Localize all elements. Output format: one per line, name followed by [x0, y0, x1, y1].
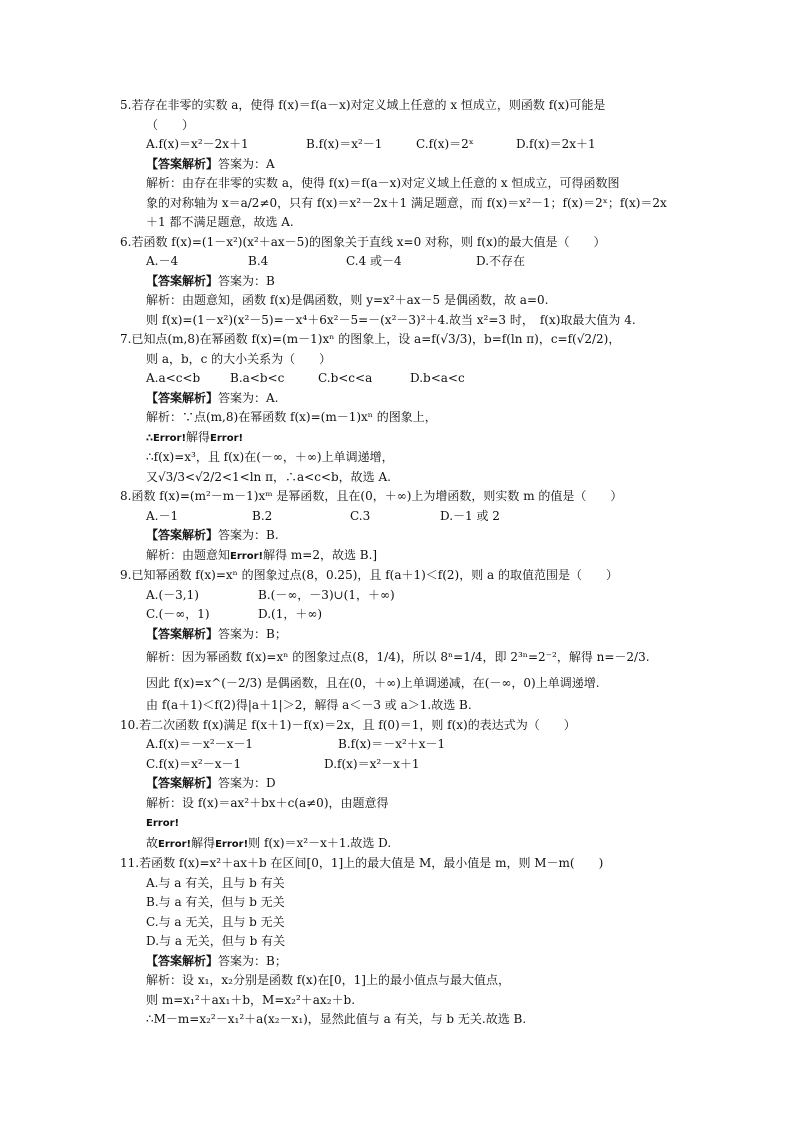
- q5-stem-paren: （ ）: [146, 117, 195, 132]
- error-marker: Error!: [210, 432, 244, 444]
- q7-answer: [120, 389, 680, 409]
- q7-stem-2: 则 a，b，c 的大小关系为（ ）: [146, 351, 332, 366]
- q5-options: [120, 135, 680, 155]
- q7-option-a: A.a<c<b: [146, 371, 201, 385]
- question-11: [120, 854, 680, 1030]
- q8-analysis: [120, 546, 680, 567]
- q6-option-d: D.不存在: [476, 254, 526, 268]
- q10-analysis-3b: 解得: [191, 835, 216, 850]
- q5-option-a: A.f(x)＝x²－2x＋1: [146, 137, 249, 151]
- q10-options-row-1: [120, 735, 680, 755]
- q8-options: [120, 507, 680, 527]
- q10-answer-text: 答案为：D: [218, 776, 276, 790]
- q10-analysis-3: [120, 834, 680, 855]
- q9-answer-text: 答案为：B；: [218, 626, 287, 641]
- q9-answer: [120, 625, 680, 645]
- q11-analysis-3: ∴M－m=x₂²－x₁²＋a(x₂－x₁)，显然此值与 a 有关，与 b 无关.故选 B.: [146, 1012, 527, 1026]
- question-9: [120, 566, 680, 716]
- q6-options: [120, 252, 680, 272]
- q5-option-c: C.f(x)＝2ˣ: [416, 137, 474, 151]
- q10-option-b: B.f(x)＝－x²＋x－1: [338, 737, 446, 751]
- q10-options-row-2: [120, 755, 680, 775]
- question-list: [120, 96, 680, 1030]
- q5-option-b: B.f(x)＝x²－1: [306, 137, 383, 151]
- q10-analysis-3a: 故: [146, 835, 159, 850]
- q9-analysis-2: 因此 f(x)=x^(－2/3) 是偶函数，且在(0，＋∞)上单调递减，在(－∞，0)上单调递增.: [146, 676, 600, 690]
- q7-analysis-2: ∴f(x)=x³，且 f(x)在(－∞，＋∞)上单调递增，: [146, 450, 394, 464]
- q5-stem: 5.若存在非零的实数 a，使得 f(x)＝f(a－x)对定义域上任意的 x 恒成立，则函数 f(x)可能是: [120, 98, 606, 112]
- q7-options: [120, 369, 680, 389]
- q10-stem: 10.若二次函数 f(x)满足 f(x＋1)－f(x)＝2x，且 f(0)＝1，则 f(x)的表达式为（ ）: [120, 717, 576, 732]
- q10-analysis-1: 解析：设 f(x)＝ax²＋bx＋c(a≠0)，由题意得: [146, 795, 389, 810]
- q5-option-d: D.f(x)＝2x＋1: [516, 137, 596, 151]
- q8-analysis-a: 解析：由题意知: [146, 547, 231, 562]
- q5-answer-text: 答案为：A: [218, 156, 275, 171]
- q8-analysis-b: 解得 m=2，故选 B.]: [263, 547, 378, 562]
- answer-tag: 【答案解析】: [146, 528, 219, 542]
- answer-tag: 【答案解析】: [146, 273, 219, 288]
- question-5: [120, 96, 680, 233]
- q8-option-d: D.－1 或 2: [440, 508, 500, 523]
- q10-analysis-3c: 则 f(x)＝x²－x＋1.故选 D.: [248, 835, 392, 850]
- q10-option-d: D.f(x)＝x²－x＋1: [324, 756, 420, 771]
- q6-stem: 6.若函数 f(x)=(1－x²)(x²＋ax－5)的图象关于直线 x=0 对称，则 f(x)的最大值是（ ）: [120, 234, 606, 249]
- q7-stem: 7.已知点(m,8)在幂函数 f(x)=(m－1)xⁿ 的图象上，设 a=f(√3/3)，b=f(ln π)，c=f(√2/2)，: [120, 332, 621, 346]
- q9-option-b: B.(－∞，－3)∪(1，＋∞): [258, 587, 395, 602]
- q10-option-c: C.f(x)＝x²－x－1: [146, 756, 242, 771]
- q11-option-d: D.与 a 无关，但与 b 有关: [146, 934, 286, 948]
- question-8: [120, 487, 680, 566]
- q9-option-a: A.(－3,1): [146, 587, 199, 602]
- q7-analysis-3: 又√3/3<√2/2<1<ln π，∴a<c<b，故选 A.: [146, 469, 391, 484]
- q7-analysis-1: 解析：∵点(m,8)在幂函数 f(x)=(m－1)xⁿ 的图象上，: [146, 410, 437, 424]
- q6-option-c: C.4 或－4: [346, 254, 402, 268]
- q6-answer-text: 答案为：B: [218, 273, 275, 288]
- q7-option-c: C.b<c<a: [318, 371, 373, 385]
- q11-option-b: B.与 a 有关，但与 b 无关: [146, 895, 285, 909]
- answer-tag: 【答案解析】: [146, 776, 219, 790]
- q7-solve-word: 解得: [186, 429, 211, 444]
- q6-option-a: A.－4: [146, 254, 179, 268]
- q6-option-b: B.4: [248, 254, 269, 268]
- q11-answer: [120, 952, 680, 972]
- q8-option-b: B.2: [252, 508, 273, 523]
- q9-options-row-2: [120, 605, 680, 625]
- q9-options-row-1: [120, 586, 680, 606]
- q9-option-d: D.(1，＋∞): [258, 607, 323, 621]
- q7-option-d: D.b<a<c: [410, 371, 465, 385]
- error-marker: Error!: [230, 550, 264, 562]
- error-marker: Error!: [158, 838, 192, 850]
- error-marker: Error!: [146, 818, 180, 829]
- q5-answer: [120, 155, 680, 175]
- q8-answer: [120, 526, 680, 546]
- q10-answer: [120, 774, 680, 794]
- answer-tag: 【答案解析】: [146, 626, 219, 641]
- error-marker: ∴Error!: [146, 432, 187, 444]
- q8-option-c: C.3: [350, 508, 371, 523]
- q10-option-a: A.f(x)＝－x²－x－1: [146, 737, 254, 751]
- q8-stem: 8.函数 f(x)=(m²－m－1)xᵐ 是幂函数，且在(0，＋∞)上为增函数，则实数 m 的值是（ ）: [120, 489, 623, 503]
- q6-analysis-2: 则 f(x)=(1－x²)(x²－5)=－x⁴＋6x²－5=－(x²－3)²＋4.故当 x²=3 时， f(x)取最大值为 4.: [146, 312, 636, 327]
- q11-stem: 11.若函数 f(x)=x²＋ax＋b 在区间[0，1]上的最大值是 M，最小值是 m，则 M－m( ): [120, 856, 604, 870]
- q11-analysis-1: 解析：设 x₁，x₂分别是函数 f(x)在[0，1]上的最小值点与最大值点，: [146, 973, 510, 987]
- question-6: [120, 233, 680, 331]
- q5-analysis-1: 解析：由存在非零的实数 a，使得 f(x)＝f(a－x)对定义域上任意的 x 恒成立，可得函数图: [146, 176, 620, 190]
- q10-analysis-err: [120, 813, 680, 834]
- q11-answer-text: 答案为：B；: [218, 953, 287, 968]
- q7-answer-text: 答案为：A.: [218, 390, 279, 405]
- q7-analysis-err: [120, 428, 680, 449]
- answer-tag: 【答案解析】: [146, 156, 219, 171]
- q8-answer-text: 答案为：B.: [218, 528, 279, 542]
- q9-analysis-1: 解析：因为幂函数 f(x)=xⁿ 的图象过点(8，1/4)，所以 8ⁿ=1/4，即 2³ⁿ=2⁻²，解得 n=－2/3.: [146, 650, 650, 664]
- q6-answer: [120, 272, 680, 292]
- q11-option-c: C.与 a 无关，且与 b 无关: [146, 914, 285, 929]
- q8-option-a: A.－1: [146, 508, 179, 523]
- q9-stem: 9.已知幂函数 f(x)=xⁿ 的图象过点(8，0.25)，且 f(a＋1)＜f(2)，则 a 的取值范围是（ ）: [120, 568, 619, 582]
- answer-tag: 【答案解析】: [146, 953, 219, 968]
- q11-option-a: A.与 a 有关，且与 b 有关: [146, 875, 285, 890]
- question-7: [120, 330, 680, 487]
- q9-analysis-3: 由 f(a＋1)＜f(2)得|a＋1|＞2，解得 a＜－3 或 a＞1.故选 B.: [146, 698, 472, 712]
- q11-analysis-2: 则 m=x₁²＋ax₁＋b，M=x₂²＋ax₂＋b.: [146, 992, 356, 1007]
- question-10: [120, 716, 680, 855]
- q9-option-c: C.(－∞，1): [146, 607, 210, 621]
- q5-analysis-3: ＋1 都不满足题意，故选 A.: [146, 215, 294, 229]
- error-marker: Error!: [215, 838, 249, 850]
- q7-option-b: B.a<b<c: [230, 371, 285, 385]
- answer-tag: 【答案解析】: [146, 390, 219, 405]
- q6-analysis-1: 解析：由题意知，函数 f(x)是偶函数，则 y=x²＋ax－5 是偶函数，故 a=0.: [146, 293, 549, 307]
- q5-analysis-2: 象的对称轴为 x＝a/2≠0，只有 f(x)＝x²－2x＋1 满足题意，而 f(x)＝x²－1；f(x)＝2ˣ；f(x)＝2x: [146, 195, 667, 210]
